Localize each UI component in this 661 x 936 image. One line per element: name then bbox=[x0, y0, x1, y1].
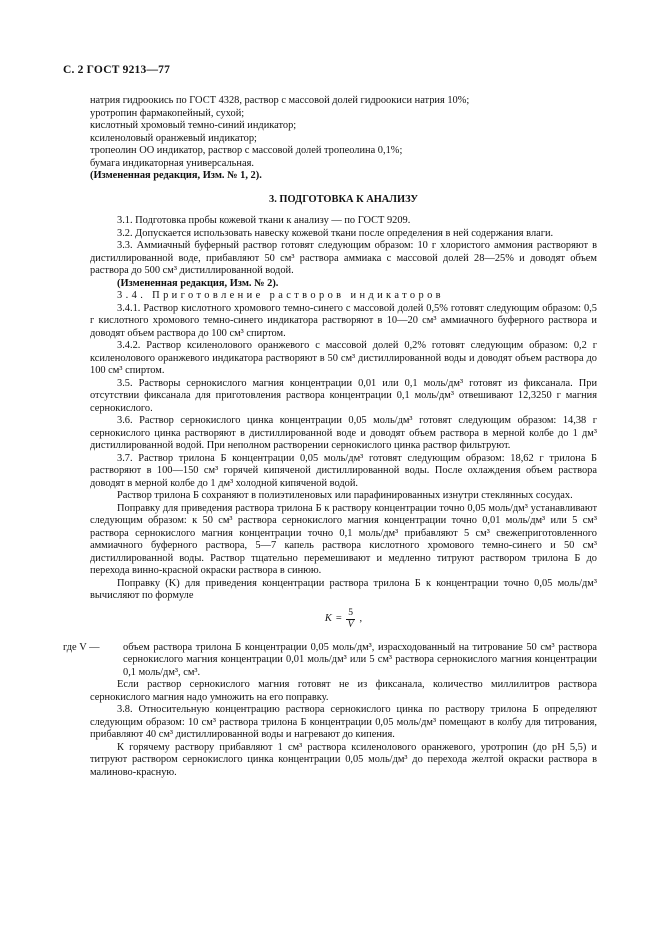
paragraph-3-7: 3.7. Раствор трилона Б концентрации 0,05 моль/дм³ готовят следующим образом: 18,62 г трилона Б растворяют в 100—150 см³ горячей кипяченой дистиллированной воды. После охлаждения объем раствора доводят в мерной колбе до 1 дм³ холодной кипяченой водой. bbox=[90, 452, 597, 489]
reagent-line: ксиленоловый оранжевый индикатор; bbox=[90, 132, 257, 144]
paragraph-storage: Раствор трилона Б сохраняют в полиэтиленовых или парафинированных изнутри стеклянных сосудах. bbox=[117, 490, 573, 501]
formula-equals: = bbox=[335, 612, 342, 624]
paragraph-3-4-2: 3.4.2. Раствор ксиленолового оранжевого с массовой долей 0,2% готовят следующим образом: 0,2 г ксиленолового оранжевого индикатора растворяют в 50 см³ дистиллированной воды и доводят объем раствора до 100 см³ спиртом. bbox=[90, 340, 597, 376]
page-content bbox=[63, 95, 597, 779]
paragraph-3-4-1: 3.4.1. Раствор кислотного хромового темно-синего с массовой долей 0,5% готовят следующим образом: 0,5 г кислотного хромового темно-синего индикатора растворяют в 10—20 см³ аммиачного буферного раствора и доводят объем раствора до 100 см³ спиртом. bbox=[90, 302, 597, 339]
paragraph-correction-formula: Поправку (K) для приведения концентрации раствора трилона Б к концентрации точно 0,05 моль/дм³ вычисляют по формуле bbox=[90, 577, 597, 601]
amendment-note: (Измененная редакция, Изм. № 2). bbox=[117, 277, 279, 289]
formula-denominator: V bbox=[347, 619, 354, 630]
formula-tail: , bbox=[359, 612, 363, 624]
paragraph-3-5: 3.5. Растворы сернокислого магния концентрации 0,01 или 0,1 моль/дм³ готовят из фиксанала. При отсутствии фиксанала для приготовления раствора концентрации 0,1 моль/дм³ отвешивают 12,3250 г магния сернокислого. bbox=[90, 377, 597, 414]
formula-numerator: 5 bbox=[348, 607, 353, 618]
reagent-line: тропеолин ОО индикатор, раствор с массовой долей тропеолина 0,1%; bbox=[90, 145, 403, 156]
formula-explanation bbox=[63, 642, 597, 680]
where-label: где V — bbox=[63, 641, 100, 653]
section-heading: 3. ПОДГОТОВКА К АНАЛИЗУ bbox=[269, 193, 418, 205]
page-header: С. 2 ГОСТ 9213—77 bbox=[63, 64, 171, 76]
paragraph-hot-solution: К горячему раствору прибавляют 1 см³ раствора ксиленолового оранжевого, уротропин (до рН 5,5) и титруют раствором сернокислого цинка концентрации 0,05 моль/дм³ до перехода желтой окраски раствора в малиново-красную. bbox=[90, 741, 597, 778]
paragraph-correction-method: Поправку для приведения раствора трилона Б к раствору концентрации точно 0,05 моль/дм³ устанавливают следующим образом: к 50 см³ раствора сернокислого магния концентрации точно 0,01 моль/дм³ или 5 см³ раствора сернокислого магния концентрации точно 0,1 моль/дм³ прибавляют 5 см³ свежеприготовленного аммиачного буферного раствора, 5—7 капель раствора кислотного хромового темно-синего и 50 см³ дистиллированной воды. Раствор тщательно перемешивают и медленно титруют раствором трилона Б до перехода винно-красной окраски раствора в синюю. bbox=[90, 502, 597, 576]
reagent-line: бумага индикаторная универсальная. bbox=[90, 157, 254, 169]
formula-fraction bbox=[346, 608, 356, 631]
paragraph-3-2: 3.2. Допускается использовать навеску кожевой ткани после определения в ней содержания влаги. bbox=[117, 227, 554, 239]
reagent-line: натрия гидроокись по ГОСТ 4328, раствор с массовой долей гидроокиси натрия 10%; bbox=[90, 95, 470, 106]
correction-formula bbox=[90, 608, 597, 638]
paragraph-3-1: 3.1. Подготовка пробы кожевой ткани к анализу — по ГОСТ 9209. bbox=[117, 215, 411, 226]
paragraph-3-6: 3.6. Раствор сернокислого цинка концентрации 0,05 моль/дм³ готовят следующим образом: 14,38 г сернокислого цинка растворяют в дистиллированной воде и доводят объем раствора в мерной колбе до 1 дм³ дистиллированной водой. При неполном растворении сернокислого цинка раствор фильтруют. bbox=[90, 415, 597, 451]
where-text: объем раствора трилона Б концентрации 0,05 моль/дм³, израсходованный на титрование 50 см³ раствора сернокислого магния концентрации 0,01 моль/дм³ или 5 см³ раствора сернокислого магния концентрации 0,1 моль/дм³, см³. bbox=[123, 641, 597, 678]
reagent-line: кислотный хромовый темно-синий индикатор; bbox=[90, 120, 297, 131]
amendment-note: (Измененная редакция, Изм. № 1, 2). bbox=[90, 170, 262, 181]
paragraph-3-8: 3.8. Относительную концентрацию раствора сернокислого цинка по раствору трилона Б определяют следующим образом: 10 см³ раствора трилона Б концентрации 0,05 моль/дм³ помещают в колбу для титрования, прибавляют 40 см³ дистиллированной воды и нагревают до кипения. bbox=[90, 704, 597, 740]
paragraph-3-4-title: 3.4. Приготовление растворов индикаторов bbox=[117, 290, 444, 301]
formula-lhs: K bbox=[324, 612, 332, 624]
paragraph-fixanal-note: Если раствор сернокислого магния готовят не из фиксанала, количество миллилитров раствора сернокислого магния надо умножить на его поправку. bbox=[90, 679, 597, 703]
reagent-line: уротропин фармакопейный, сухой; bbox=[90, 107, 245, 119]
paragraph-3-3: 3.3. Аммиачный буферный раствор готовят следующим образом: 10 г хлористого аммония растворяют в дистиллированной воде, прибавляют 50 см³ раствора аммиака с массовой долей 28—25% и доводят объем раствора до 500 см³ дистиллированной водой. bbox=[90, 240, 597, 276]
